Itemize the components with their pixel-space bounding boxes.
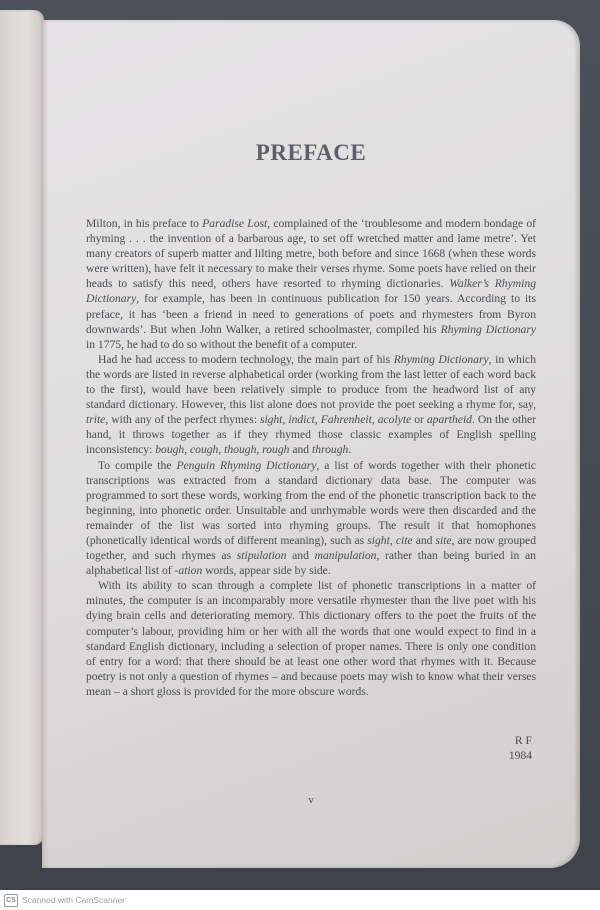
- italic-term: rough: [262, 443, 290, 457]
- paragraph: [86, 578, 536, 699]
- text-run: ,: [218, 443, 225, 457]
- italic-term: trite: [86, 413, 106, 427]
- text-run: , with any of the perfect rhymes:: [105, 413, 260, 427]
- italic-term: Fahrenheit: [320, 413, 372, 427]
- text-run: , for example, has been in continuous publication for 150 years. According to its preface, it has ‘been a friend in need to generations of poets and rhymesters from Byron downwards’. But when John Walker, a retired schoolmaster, compiled his: [86, 292, 536, 336]
- text-run: , rather than being buried in an alphabetical list of: [86, 549, 536, 578]
- italic-term: though: [224, 443, 257, 457]
- text-run: . On the other hand, it throws together as if they rhymed those classic examples of English spelling inconsistency:: [86, 413, 537, 457]
- text-run: ,: [389, 533, 396, 547]
- italic-term: sight: [259, 413, 283, 427]
- italic-term: bough: [155, 443, 185, 457]
- text-run: in 1775, he had to do so without the benefit of a computer.: [86, 337, 358, 351]
- text-run: ,: [256, 443, 263, 457]
- preface-body: [86, 216, 536, 699]
- paragraph: [86, 352, 536, 458]
- text-run: ,: [314, 413, 321, 427]
- watermark-text: Scanned with CamScanner: [22, 895, 126, 905]
- text-run: , are now grouped together, and such rhymes as: [86, 533, 536, 563]
- italic-term: sight: [367, 533, 390, 547]
- text-run: and: [412, 533, 436, 547]
- text-run: Had he had access to modern technology, the main part of his: [98, 352, 394, 366]
- italic-term: -ation: [174, 564, 203, 578]
- italic-term: indict: [288, 413, 315, 427]
- text-run: .: [348, 443, 352, 457]
- page-title: PREFACE: [255, 140, 367, 165]
- italic-term: Rhyming Dictionary: [393, 352, 489, 366]
- text-run: , a list of words together with their phonetic transcriptions was extracted from a standard dictionary data base. The computer was programmed to sort these words, working from the end of the phonetic transcription back to the beginning, into phonetic order. Unsuitable and unrhymable words were then discarded and the remainder of the list was sorted into rhyming groups. The result it that homophones (phonetically identical words of different meaning), such as: [86, 458, 536, 547]
- page-number: v: [308, 794, 314, 806]
- italic-term: Rhyming Dictionary: [440, 322, 537, 336]
- text-run: or: [411, 413, 427, 427]
- text-run: , in which the words are listed in reverse alphabetical order (working from the last letter of each word back to the first), would have been relatively simple to produce from the headword list of any standard dictionary. However, this list alone does not provide the poet seeking a rhyme for, say,: [86, 352, 536, 412]
- text-run: words, appear side by side.: [202, 564, 331, 578]
- italic-term: through: [312, 443, 349, 457]
- signature: [509, 733, 532, 763]
- text-run: Milton, in his preface to: [86, 217, 203, 230]
- signature-year: 1984: [508, 749, 532, 762]
- italic-term: apartheid: [426, 413, 472, 427]
- author-initials: R F: [514, 734, 532, 747]
- text-run: To compile the: [98, 458, 177, 472]
- italic-term: Paradise Lost: [202, 217, 268, 230]
- book-page: [42, 20, 580, 868]
- text-run: ,: [282, 413, 289, 427]
- text-run: and: [289, 443, 312, 457]
- text-run: , complained of the ‘troublesome and modern bondage of rhyming . . . the invention of a barbarous age, to set off wretched matter and lame metre’. Yet many creators of superb matter and lilting metre, both before and since 1668 (when these words were written), have felt it necessary to make their verses rhyme. Some poets have relied on their heads to satisfy this need, others have resorted to rhyming dictionaries.: [86, 217, 536, 291]
- paragraph: [86, 216, 536, 352]
- text-run: ,: [371, 413, 378, 427]
- camscanner-footer: [0, 890, 600, 910]
- text-run: and: [286, 549, 315, 563]
- italic-term: Walker’s Rhyming Dictionary: [86, 277, 536, 306]
- text-run: ,: [184, 443, 191, 457]
- italic-term: stipulation: [236, 549, 287, 563]
- italic-term: cite: [395, 533, 413, 547]
- paragraph: [86, 458, 536, 579]
- camscanner-logo-icon: CS: [4, 894, 18, 907]
- left-page-edge: [0, 10, 44, 845]
- italic-term: Penguin Rhyming Dictionary: [176, 458, 317, 472]
- italic-term: site: [435, 533, 452, 547]
- italic-term: acolyte: [377, 413, 412, 427]
- text-run: With its ability to scan through a complete list of phonetic transcriptions in a matter of minutes, the computer is an incomparably more versatile rhymester than the live poet with his dying brain cells and deteriorating memory. This dictionary offers to the poet the fruits of the computer’s labour, providing him or her with all the words that one would expect to find in a standard English dictionary, including a selection of proper names. There is only one condition of entry for a word: that there should be at least one other word that rhymes with it. Because poetry is not only a question of rhymes – and because poets may wish to know what their verses mean – a short gloss is provided for the more obscure words.: [86, 579, 536, 698]
- italic-term: cough: [190, 443, 219, 457]
- italic-term: manipulation: [314, 549, 377, 563]
